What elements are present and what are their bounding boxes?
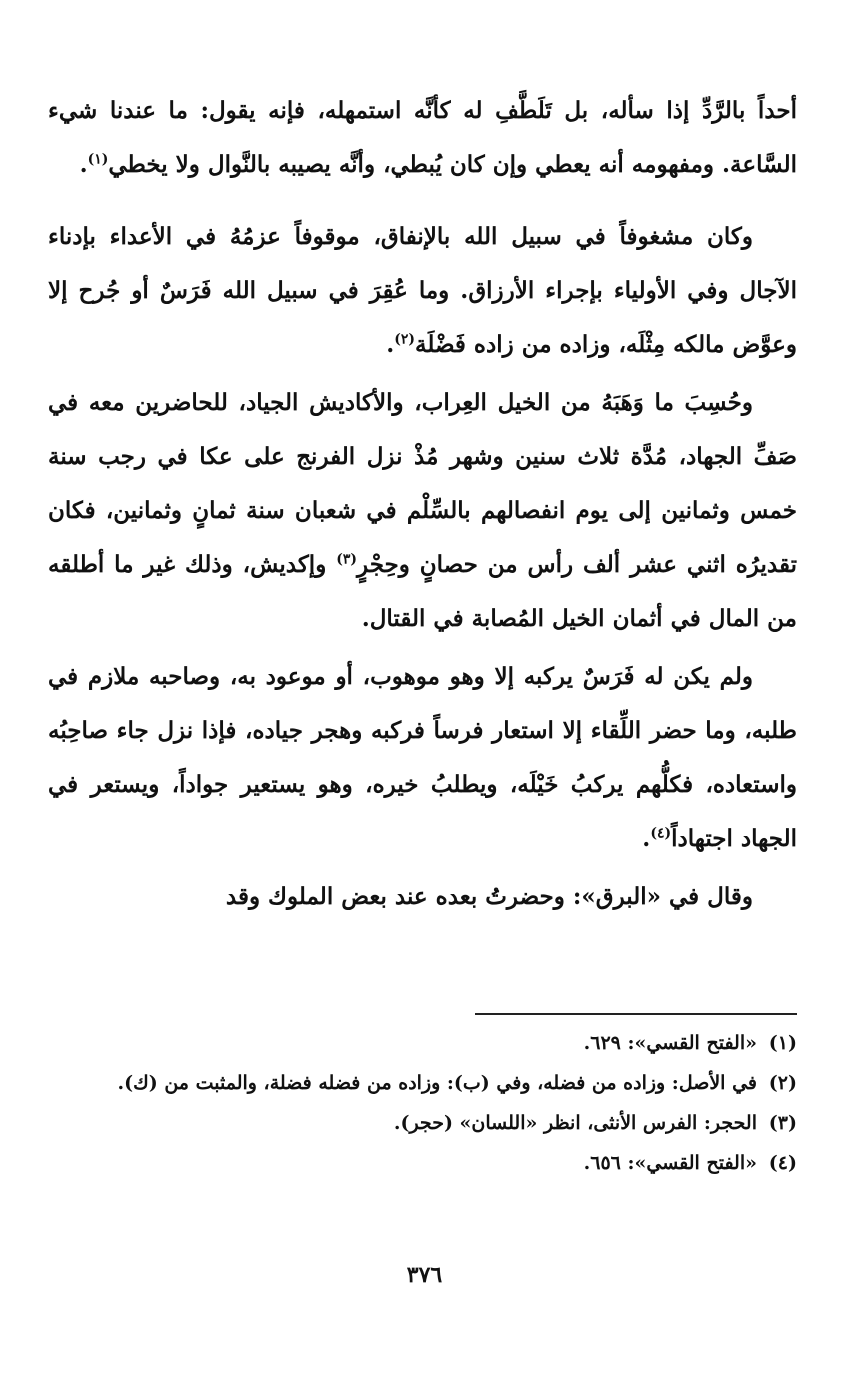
footnote-mark-2: (٢) — [394, 331, 416, 348]
paragraph-4-text: ولم يكن له فَرَسٌ يركبه إلا وهو موهوب، أو موعود به، وصاحبه ملازم في طلبه، وما حضر اللِّقاء إلا استعار فرساً فركبه وهجر جياده، فإذا نزل جاء صاحِبُه واستعاده، فكلُّهم يركبُ خَيْلَه، ويطلبُ خيره، وهو يستعير جواداً، ويستعر في الجهاد اجتهاداً — [48, 663, 797, 852]
paragraph-1: أحداً بالرَّدِّ إذا سأله، بل تَلَطَّفِ له كأنَّه استمهله، فإنه يقول: ما عندنا شيء السَّاعة. ومفهومه أنه يعطي وإن كان يُبطي، وأنَّه يصيبه بالنَّوال ولا يخطي$^{(١)}$. — [48, 97, 797, 178]
paragraph-4: ولم يكن له فَرَسٌ يركبه إلا وهو موهوب، أو موعود به، وصاحبه ملازم في طلبه، وما حضر اللِّقاء إلا استعار فرساً فركبه وهجر جياده، فإذا نزل جاء صاحِبُه واستعاده، فكلُّهم يركبُ خَيْلَه، ويطلبُ خيره، وهو يستعير جواداً، ويستعر في الجهاد اجتهاداً$^{(٤)}$. — [48, 663, 797, 852]
footnote-mark-4: (٤) — [650, 825, 672, 842]
paragraph-5-text: وقال في «البرق»: وحضرتُ بعده عند بعض الملوك وقد — [225, 883, 753, 910]
paragraph-3-text-b: وإكديش، وذلك غير ما أطلقه من المال في أثمان الخيل المُصابة في القتال. — [48, 551, 797, 632]
footnote-text: «الفتح القسي»: ٦٥٦. — [583, 1152, 757, 1174]
footnote-number: (١) — [768, 1032, 797, 1054]
page-number: ٣٧٦ — [406, 1262, 443, 1288]
footnote-4 — [60, 1148, 797, 1178]
footnote-3 — [60, 1108, 797, 1138]
footnotes — [60, 1028, 797, 1188]
paragraph-3 — [48, 376, 797, 646]
footnote-mark-1: (١) — [87, 151, 109, 168]
footnote-mark-3: (٣) — [336, 551, 358, 568]
footnote-2 — [60, 1068, 797, 1098]
paragraph-5 — [48, 870, 797, 924]
footnote-text: الحجر: الفرس الأنثى، انظر «اللسان» (حجر). — [393, 1112, 757, 1134]
footnote-number: (٣) — [768, 1112, 797, 1134]
footnote-1 — [60, 1028, 797, 1058]
footnote-number: (٤) — [768, 1152, 797, 1174]
paragraph-3-text-a: وحُسِبَ ما وَهَبَهُ من الخيل العِراب، والأكاديش الجياد، للحاضرين معه في صَفِّ الجهاد، مُدَّة ثلاث سنين وشهر مُذْ نزل الفرنج على عكا في رجب سنة خمس وثمانين إلى يوم انفصالهم بالسِّلْم في شعبان سنة ثمانٍ وثمانين، فكان تقديرُه اثني عشر ألف رأس من حصانٍ وحِجْرٍ — [48, 389, 797, 578]
main-text — [48, 84, 797, 924]
paragraph-2-text: وكان مشغوفاً في سبيل الله بالإنفاق، موقوفاً عزمُهُ في الأعداء بإدناء الآجال وفي الأولياء بإجراء الأرزاق. وما عُقِرَ في سبيل الله فَرَسٌ أو جُرح إلا وعوَّض مالكه مِثْلَه، وزاده من زاده فَضْلَة — [48, 223, 797, 358]
paragraph-1-text: أحداً بالرَّدِّ إذا سأله، بل تَلَطَّفِ له كأنَّه استمهله، فإنه يقول: ما عندنا شيء السَّاعة. ومفهومه أنه يعطي وإن كان يُبطي، وأنَّه يصيبه بالنَّوال ولا يخطي — [48, 97, 797, 178]
footnote-number: (٢) — [768, 1072, 797, 1094]
footnote-text: في الأصل: وزاده من فضله، وفي (ب): وزاده من فضله فضلة، والمثبت من (ك). — [117, 1072, 757, 1094]
footnote-text: «الفتح القسي»: ٦٢٩. — [583, 1032, 757, 1054]
footnote-divider — [475, 1013, 797, 1015]
paragraph-2: وكان مشغوفاً في سبيل الله بالإنفاق، موقوفاً عزمُهُ في الأعداء بإدناء الآجال وفي الأولياء بإجراء الأرزاق. وما عُقِرَ في سبيل الله فَرَسٌ أو جُرح إلا وعوَّض مالكه مِثْلَه، وزاده من زاده فَضْلَة$^{(٢)}$. — [48, 223, 797, 358]
